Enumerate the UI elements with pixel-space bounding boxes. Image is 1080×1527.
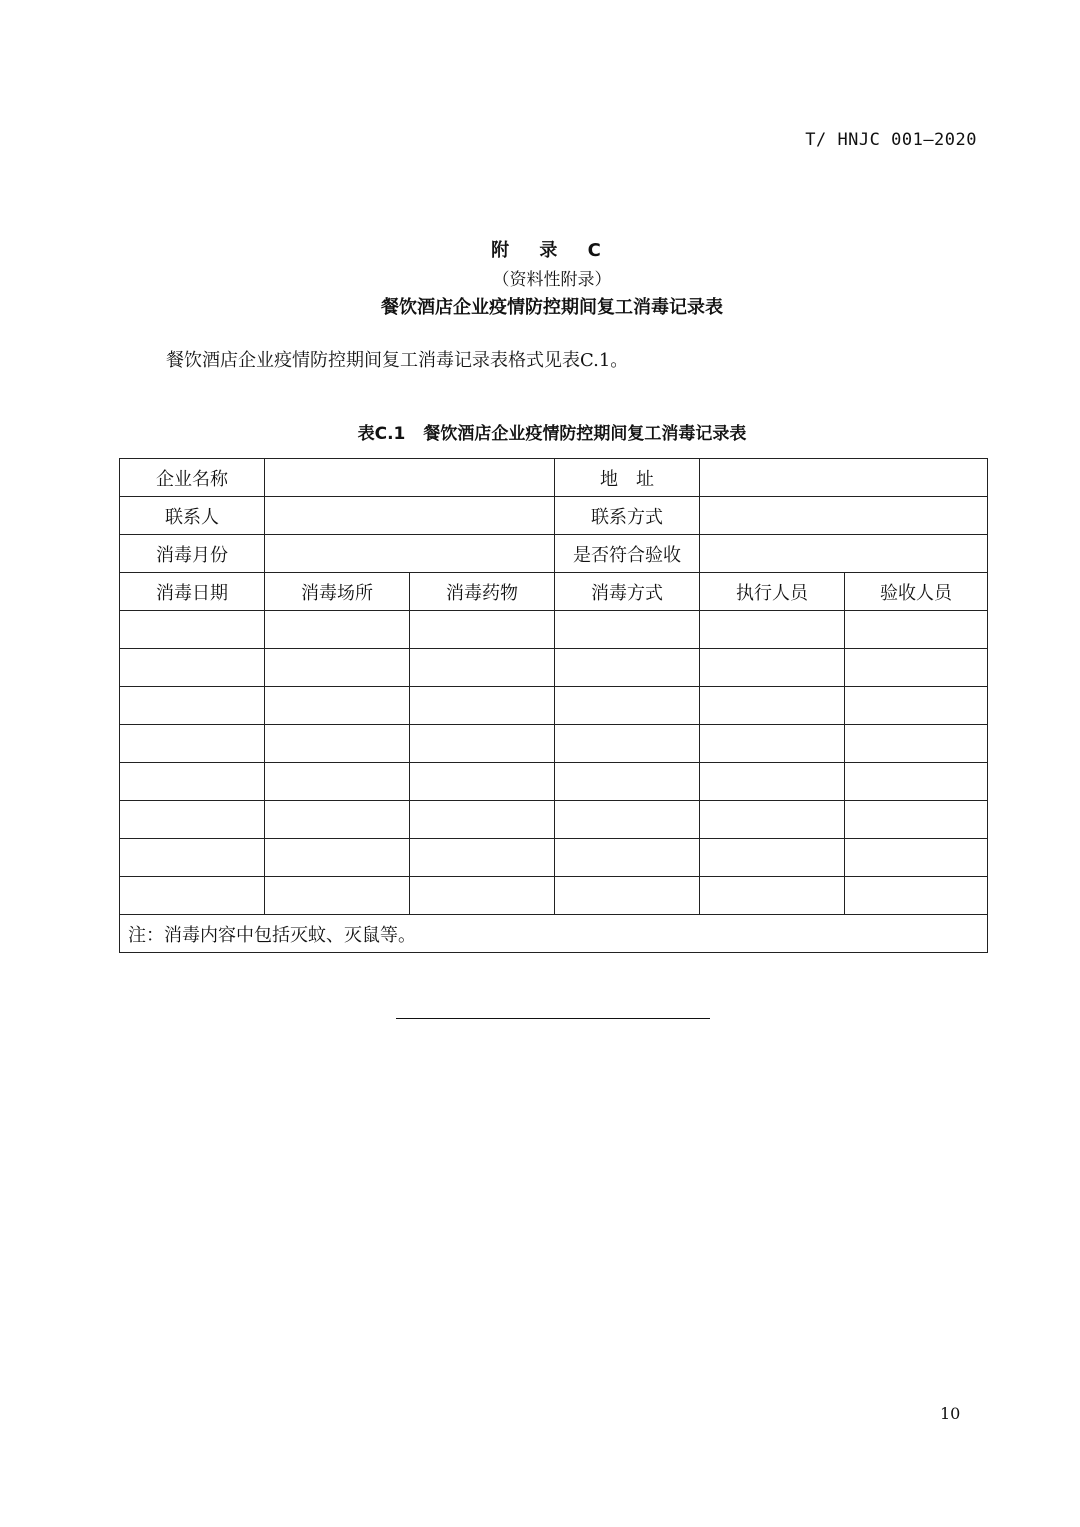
table-caption xyxy=(0,419,1080,444)
empty-cell xyxy=(845,877,988,915)
empty-cell xyxy=(845,687,988,725)
table-caption-title: 餐饮酒店企业疫情防控期间复工消毒记录表 xyxy=(423,424,747,444)
appendix-label: 附 录 C xyxy=(491,240,613,261)
empty-cell xyxy=(555,725,700,763)
empty-cell xyxy=(700,839,845,877)
empty-cell xyxy=(700,687,845,725)
empty-cell xyxy=(265,801,410,839)
empty-cell xyxy=(845,725,988,763)
column-header: 消毒方式 xyxy=(555,573,700,611)
empty-cell xyxy=(555,611,700,649)
contact-method-label: 联系方式 xyxy=(555,497,700,535)
column-header-row xyxy=(120,573,988,611)
empty-cell xyxy=(555,839,700,877)
empty-cell xyxy=(555,801,700,839)
end-of-document-rule xyxy=(396,1018,710,1019)
empty-cell xyxy=(845,649,988,687)
intro-paragraph: 餐饮酒店企业疫情防控期间复工消毒记录表格式见表C.1。 xyxy=(166,350,629,371)
standard-code: T/ HNJC 001—2020 xyxy=(805,130,977,150)
company-name-cell xyxy=(265,459,555,497)
note-row xyxy=(120,915,988,953)
table-row xyxy=(120,611,988,649)
table-row xyxy=(120,839,988,877)
empty-cell xyxy=(120,687,265,725)
empty-cell xyxy=(120,839,265,877)
column-header: 消毒日期 xyxy=(120,573,265,611)
column-header: 执行人员 xyxy=(700,573,845,611)
column-header: 消毒药物 xyxy=(410,573,555,611)
empty-cell xyxy=(410,763,555,801)
empty-cell xyxy=(120,801,265,839)
page-number: 10 xyxy=(940,1404,961,1423)
empty-cell xyxy=(265,763,410,801)
column-header: 消毒场所 xyxy=(265,573,410,611)
empty-cell xyxy=(410,801,555,839)
empty-cell xyxy=(265,725,410,763)
table-row xyxy=(120,725,988,763)
empty-cell xyxy=(410,877,555,915)
empty-cell xyxy=(555,687,700,725)
table-note: 注：消毒内容中包括灭蚊、灭鼠等。 xyxy=(120,915,988,953)
empty-cell xyxy=(700,801,845,839)
table-caption-number: 表C.1 xyxy=(357,424,406,444)
empty-cell xyxy=(120,763,265,801)
contact-person-cell xyxy=(265,497,555,535)
table-row xyxy=(120,877,988,915)
empty-cell xyxy=(120,725,265,763)
empty-cell xyxy=(120,611,265,649)
empty-cell xyxy=(410,725,555,763)
empty-cell xyxy=(845,839,988,877)
empty-cell xyxy=(120,877,265,915)
empty-cell xyxy=(410,649,555,687)
appendix-title: 餐饮酒店企业疫情防控期间复工消毒记录表 xyxy=(381,297,723,318)
table-row xyxy=(120,763,988,801)
empty-cell xyxy=(700,877,845,915)
empty-cell xyxy=(410,687,555,725)
empty-cell xyxy=(555,649,700,687)
empty-cell xyxy=(265,839,410,877)
address-cell xyxy=(700,459,988,497)
empty-cell xyxy=(700,763,845,801)
empty-cell xyxy=(845,801,988,839)
disinfection-month-label: 消毒月份 xyxy=(120,535,265,573)
table-row xyxy=(120,535,988,573)
empty-cell xyxy=(265,649,410,687)
disinfection-month-cell xyxy=(265,535,555,573)
empty-cell xyxy=(845,611,988,649)
empty-cell xyxy=(700,611,845,649)
column-header: 验收人员 xyxy=(845,573,988,611)
company-name-label: 企业名称 xyxy=(120,459,265,497)
empty-cell xyxy=(410,611,555,649)
empty-cell xyxy=(700,649,845,687)
contact-person-label: 联系人 xyxy=(120,497,265,535)
acceptance-cell xyxy=(700,535,988,573)
disinfection-record-table xyxy=(119,458,988,953)
contact-method-cell xyxy=(700,497,988,535)
address-label: 地 址 xyxy=(555,459,700,497)
empty-cell xyxy=(555,763,700,801)
table-row xyxy=(120,801,988,839)
acceptance-label: 是否符合验收 xyxy=(555,535,700,573)
table-row xyxy=(120,497,988,535)
empty-cell xyxy=(555,877,700,915)
table-row xyxy=(120,459,988,497)
empty-cell xyxy=(845,763,988,801)
table-row xyxy=(120,687,988,725)
table-row xyxy=(120,649,988,687)
empty-cell xyxy=(265,877,410,915)
empty-cell xyxy=(265,611,410,649)
appendix-type: （资料性附录） xyxy=(492,270,612,290)
empty-cell xyxy=(410,839,555,877)
empty-cell xyxy=(265,687,410,725)
empty-cell xyxy=(700,725,845,763)
empty-cell xyxy=(120,649,265,687)
